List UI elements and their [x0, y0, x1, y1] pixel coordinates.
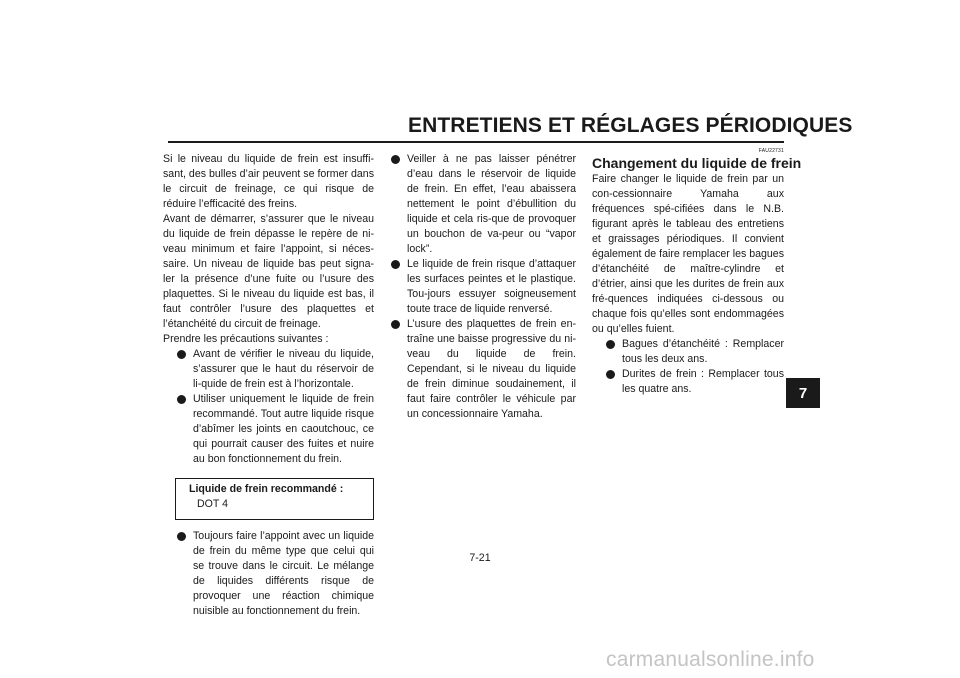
list-item-text: Utiliser uniquement le liquide de frein recommandé. Tout autre liquide risque d’abîmer les joints en caoutchouc, ce qui pourrait causer des fuites et nuire au bon fonctionnement du frein.	[193, 393, 374, 465]
bullet-icon	[391, 260, 400, 269]
recommended-fluid-box	[175, 478, 374, 520]
list-item	[604, 337, 784, 367]
list-item-text: Bagues d’étanchéité : Remplacer tous les deux ans.	[622, 338, 784, 365]
precautions-list	[175, 347, 374, 467]
reference-code: FAU22731	[758, 148, 784, 154]
spec-title: Liquide de frein recommandé :	[189, 483, 344, 495]
bullet-icon	[606, 370, 615, 379]
list-item-text: Avant de vérifier le niveau du liquide, s’assurer que le haut du réservoir de li-quide de frein est à l’horizontale.	[193, 348, 374, 390]
list-item	[175, 529, 374, 619]
section-title: Changement du liquide de frein	[592, 155, 802, 171]
paragraph: Faire changer le liquide de frein par un con-cessionnaire Yamaha aux fréquences spé-cifiées dans le N.B. figurant après le tableau des entretiens et graissages périodiques. Il convient également de faire remplacer les bagues d’étanchéité de maître-cylindre et d’étrier, ainsi que les durites de frein aux fré-quences indiquées ci-dessous ou chaque fois qu’elles sont endommagées ou qu’elles fuient.	[592, 173, 784, 335]
paragraph: Prendre les précautions suivantes :	[163, 333, 329, 345]
bullet-icon	[177, 395, 186, 404]
replacement-list	[604, 337, 784, 397]
chapter-tab: 7	[786, 378, 820, 408]
paragraph: Avant de démarrer, s’assurer que le niveau du liquide de frein dépasse le repère de ni-veau minimum et faire l’appoint, si néces-saire. Un niveau de liquide bas peut signa-ler la présence d’une fuite ou l’usure des plaquettes. Si le niveau du liquide est bas, il faut contrôler l’usure des plaquettes et l’étanchéité du circuit de freinage.	[163, 213, 374, 330]
list-item	[389, 152, 576, 257]
watermark: carmanualsonline.info	[606, 648, 815, 671]
column-left	[163, 152, 374, 619]
column-middle	[389, 152, 576, 422]
precautions-list-continued	[175, 529, 374, 619]
list-item	[175, 347, 374, 392]
list-item-text: Veiller à ne pas laisser pénétrer d’eau dans le réservoir de liquide de frein. En effet, l’eau abaissera nettement le point d’ébullition du liquide et cela ris-que de provoquer un bouchon de va-peur ou “vapor lock”.	[407, 153, 576, 255]
bullet-icon	[177, 350, 186, 359]
precautions-list-middle	[389, 152, 576, 422]
list-item	[604, 367, 784, 397]
paragraph: Si le niveau du liquide de frein est insuffi-sant, des bulles d’air peuvent se former dans le circuit de freinage, ce qui risque de réduire l’efficacité des freins.	[163, 153, 374, 210]
list-item-text: Durites de frein : Remplacer tous les quatre ans.	[622, 368, 784, 395]
page-title: ENTRETIENS ET RÉGLAGES PÉRIODIQUES	[408, 114, 853, 137]
list-item-text: Le liquide de frein risque d’attaquer les surfaces peintes et le plastique. Tou-jours essuyer soigneusement toute trace de liquide renversé.	[407, 258, 576, 315]
page-number: 7-21	[469, 552, 491, 564]
column-right	[592, 148, 802, 397]
bullet-icon	[606, 340, 615, 349]
header-rule	[168, 141, 784, 143]
bullet-icon	[177, 532, 186, 541]
list-item	[389, 317, 576, 422]
list-item	[175, 392, 374, 467]
list-item-text: Toujours faire l’appoint avec un liquide de frein du même type que celui qui se trouve dans le circuit. Le mélange de liquides différents risque de provoquer une réaction chimique nuisible au fonctionnement du frein.	[193, 530, 374, 617]
bullet-icon	[391, 320, 400, 329]
list-item-text: L’usure des plaquettes de frein en-traîne une baisse progressive du ni-veau du liquide de frein. Cependant, si le niveau du liquide de frein diminue soudainement, il faut faire contrôler le véhicule par un concessionnaire Yamaha.	[407, 318, 576, 420]
spec-value: DOT 4	[197, 498, 229, 510]
list-item	[389, 257, 576, 317]
bullet-icon	[391, 155, 400, 164]
